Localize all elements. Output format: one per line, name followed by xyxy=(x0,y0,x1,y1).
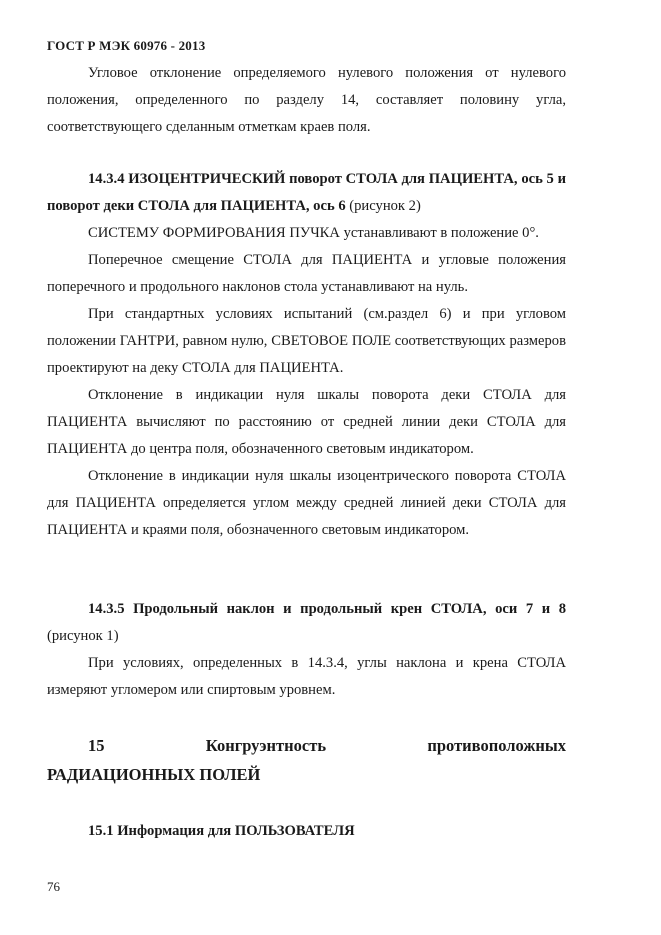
section-heading xyxy=(47,166,566,220)
paragraph: Отклонение в индикации нуля шкалы изоцентрического поворота СТОЛА для ПАЦИЕНТА определяется углом между средней линией деки СТОЛА для ПАЦИЕНТА и краями поля, обозначенного световым индикатором. xyxy=(47,468,566,538)
section-number: 15 xyxy=(88,736,105,755)
heading-figure-ref: (рисунок 2) xyxy=(345,198,421,214)
heading-line-2: РАДИАЦИОННЫХ ПОЛЕЙ xyxy=(47,765,261,784)
section-15-heading xyxy=(47,731,566,789)
paragraph: Поперечное смещение СТОЛА для ПАЦИЕНТА и угловые положения поперечного и продольного наклонов стола устанавливают на нуль. xyxy=(47,252,566,295)
section-heading xyxy=(47,596,566,650)
paragraph: При условиях, определенных в 14.3.4, углы наклона и крена СТОЛА измеряют угломером или спиртовым уровнем. xyxy=(47,655,566,698)
section-14-3-5 xyxy=(47,596,566,704)
section-14-3-4 xyxy=(47,166,566,544)
heading-figure-ref: (рисунок 1) xyxy=(47,628,119,644)
heading-bold: 14.3.4 ИЗОЦЕНТРИЧЕСКИЙ поворот СТОЛА для ПАЦИЕНТА, ось 5 и поворот деки СТОЛА для ПАЦИЕНТА, ось 6 xyxy=(47,171,566,214)
heading-word: противоположных xyxy=(427,736,566,755)
page-number: 76 xyxy=(47,879,60,894)
intro-block xyxy=(47,60,566,141)
heading-word: Конгруэнтность xyxy=(205,736,327,755)
paragraph: Отклонение в индикации нуля шкалы поворота деки СТОЛА для ПАЦИЕНТА вычисляют по расстоянию от средней линии деки СТОЛА для ПАЦИЕНТА до центра поля, обозначенного световым индикатором. xyxy=(47,387,566,457)
running-header: ГОСТ Р МЭК 60976 - 2013 xyxy=(47,38,206,53)
section-15-1-heading: 15.1 Информация для ПОЛЬЗОВАТЕЛЯ xyxy=(88,823,355,839)
heading-bold: 14.3.5 Продольный наклон и продольный крен СТОЛА, оси 7 и 8 xyxy=(88,601,566,617)
paragraph: СИСТЕМУ ФОРМИРОВАНИЯ ПУЧКА устанавливают в положение 0°. xyxy=(88,225,539,241)
paragraph: Угловое отклонение определяемого нулевого положения от нулевого положения, определенного по разделу 14, составляет половину угла, соответствующего сделанным отметкам краев поля. xyxy=(47,65,566,135)
paragraph: При стандартных условиях испытаний (см.раздел 6) и при угловом положении ГАНТРИ, равном нулю, СВЕТОВОЕ ПОЛЕ соответствующих размеров проектируют на деку СТОЛА для ПАЦИЕНТА. xyxy=(47,306,566,376)
